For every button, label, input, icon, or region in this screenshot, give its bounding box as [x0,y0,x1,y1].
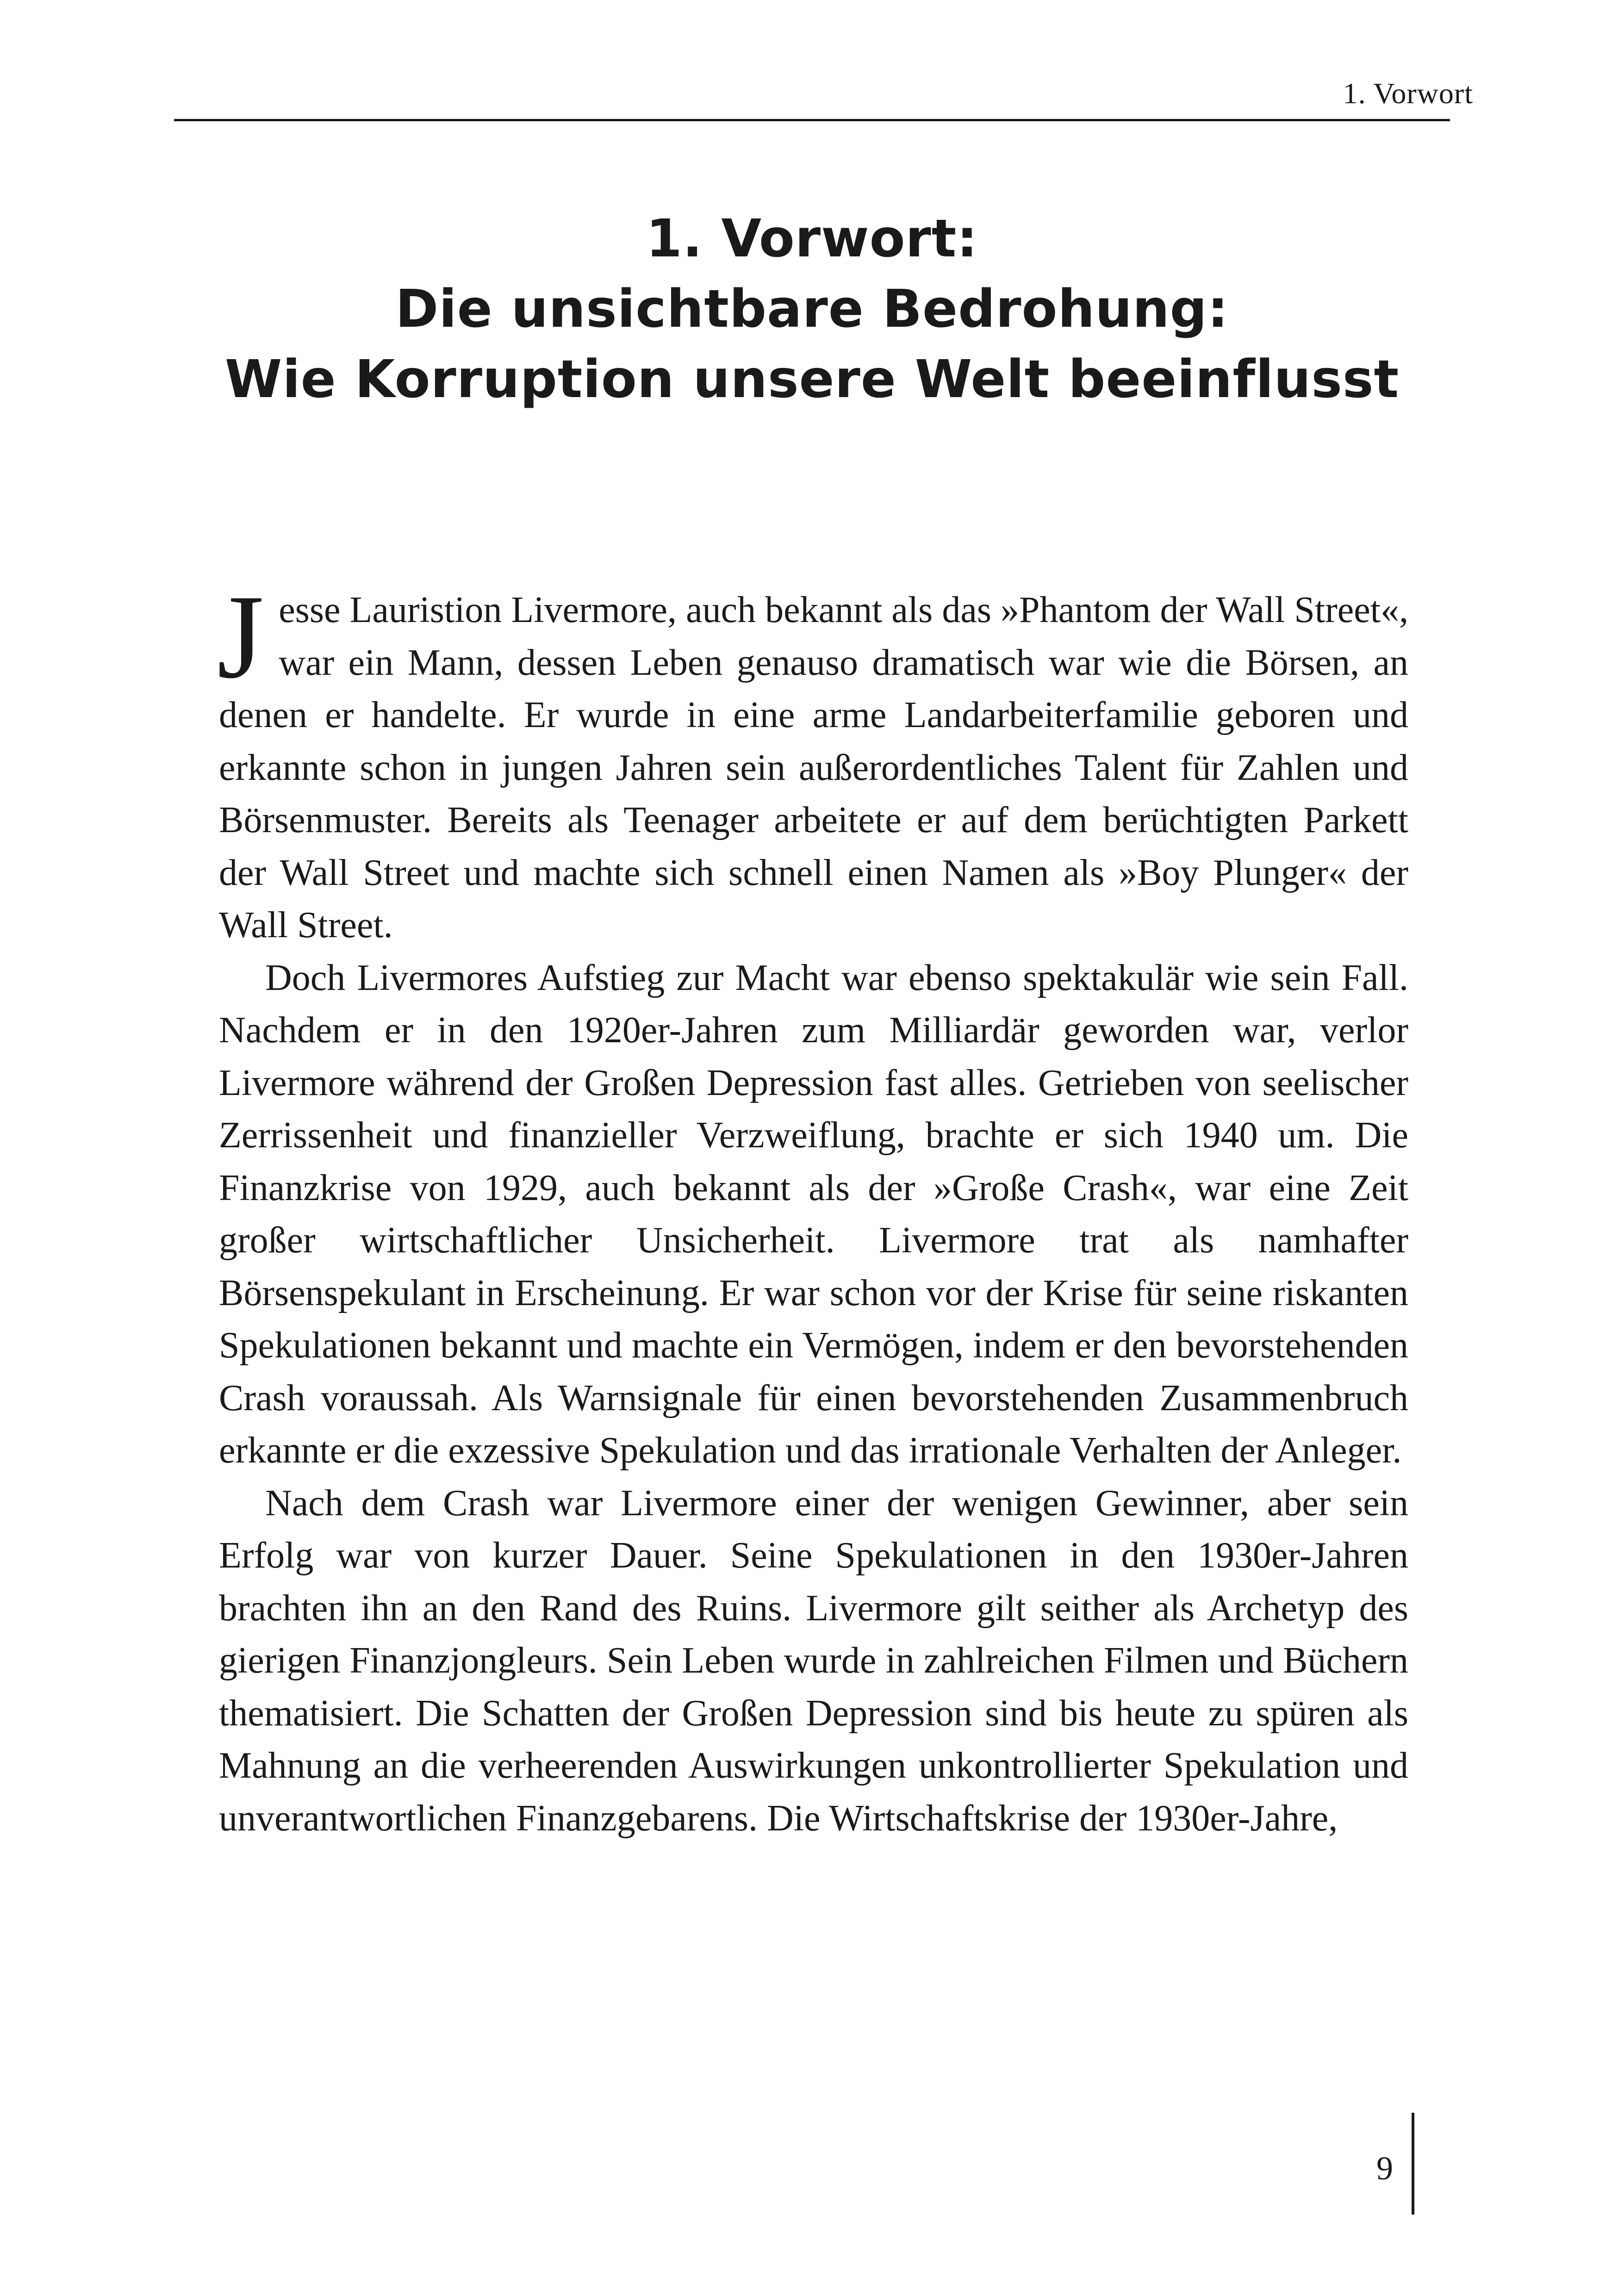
paragraph-2: Doch Livermores Aufstieg zur Macht war ebenso spektakulär wie sein Fall. Nachdem er in den 1920er-Jahren zum Milliardär geworden war, verlor Livermore während der Großen Depression fast alles. Getrieben von seelischer Zerrissenheit und finanzieller Verzweiflung, brachte er sich 1940 um. Die Finanzkrise von 1929, auch bekannt als der »Große Crash«, war eine Zeit großer wirtschaftlicher Unsicherheit. Livermore trat als namhafter Börsenspekulant in Erscheinung. Er war schon vor der Krise für seine riskanten Spekulationen bekannt und machte ein Vermögen, indem er den bevorstehenden Crash voraussah. Als Warnsignale für einen bevorstehenden Zusammenbruch erkannte er die exzessive Spekulation und das irrationale Verhalten der Anleger. [219,957,1408,1471]
body-text [217,570,1408,1845]
chapter-title-line-3: Wie Korruption unsere Welt beeinflusst [224,349,1400,410]
running-header [174,69,1473,121]
running-header-title: 1. Vorwort [1343,77,1473,110]
paragraph-1-text: esse Lauristion Livermore, auch bekannt als das »Phantom der Wall Street«, war ein Mann, dessen Leben genauso dramatisch war wie die Börsen, an denen er handelte. Er wurde in eine arme Landarbeiterfamilie geboren und erkannte schon in jungen Jahren sein außerordentliches Talent für Zahlen und Börsenmuster. Bereits als Teenager arbeitete er auf dem berüchtigten Parkett der Wall Street und machte sich schnell einen Namen als »Boy Plunger« der Wall Street. [219,590,1408,946]
chapter-title-line-2: Die unsichtbare Bedrohung: [395,279,1229,339]
chapter-title-line-1: 1. Vorwort: [646,209,978,269]
folio-rule [1412,2113,1414,2215]
chapter-title [174,204,1450,415]
page-number: 9 [1376,2150,1393,2187]
paragraph-3: Nach dem Crash war Livermore einer der wenigen Gewinner, aber sein Erfolg war von kurzer Dauer. Seine Spekulationen in den 1930er-Jahren brachten ihn an den Rand des Ruins. Livermore gilt seither als Archetyp des gierigen Finanzjongleurs. Sein Leben wurde in zahlreichen Filmen und Büchern thematisiert. Die Schatten der Großen Depression sind bis heute zu spüren als Mahnung an die verheerenden Auswirkungen unkontrollierter Spekulation und unverantwortlichen Finanzgebarens. Die Wirtschaftskrise der 1930er-Jahre, [219,1482,1408,1839]
drop-cap: J [217,570,264,703]
paragraph-1 [217,570,1408,952]
